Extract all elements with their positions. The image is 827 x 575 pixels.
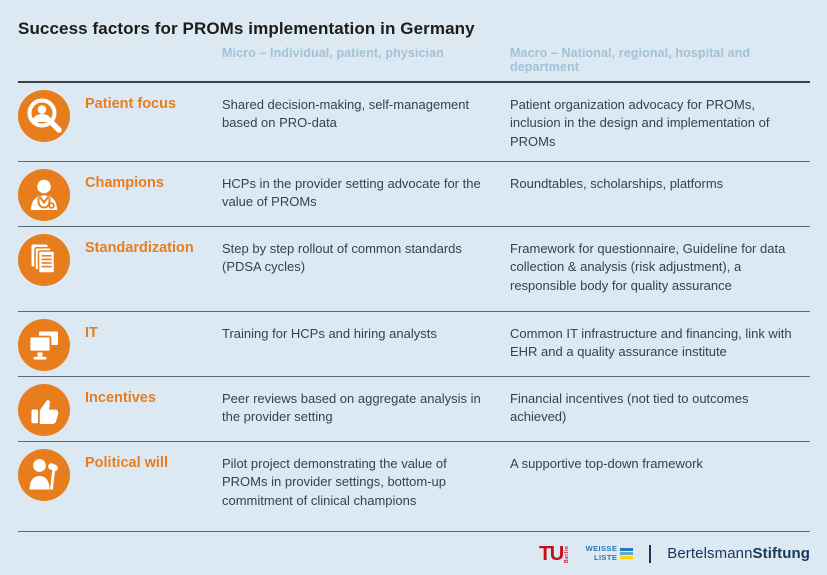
row-macro-text: Framework for questionnaire, Guideline for data collection & analysis (risk adjustment), a responsible body for quality assurance [510,241,786,293]
weisse-liste-logo [586,545,634,562]
row-micro-text: Shared decision-making, self-management based on PRO-data [222,97,470,131]
row-label: Champions [85,175,164,191]
column-header-macro: Macro – National, regional, hospital and department [510,46,751,74]
row-label: Incentives [85,390,156,406]
row-macro-text: Patient organization advocacy for PROMs, inclusion in the design and implementation of PROMs [510,97,770,149]
thumbs-up-icon [18,384,70,436]
row-label: Patient focus [85,96,177,112]
row-micro-text: Step by step rollout of common standards (PDSA cycles) [222,241,462,275]
logo-separator [649,545,651,563]
row-label: Standardization [85,240,194,256]
table-row-standardization [18,227,810,312]
row-macro-text: Financial incentives (not tied to outcomes achieved) [510,391,749,425]
row-macro-text: Roundtables, scholarships, platforms [510,176,724,191]
row-micro-text: Training for HCPs and hiring analysts [222,326,437,341]
speaker-with-microphone-icon [18,449,70,501]
table-row-political-will [18,442,810,532]
row-label: Political will [85,455,168,471]
table-row-it [18,312,810,377]
page-title: Success factors for PROMs implementation in Germany [18,19,475,38]
row-micro-text: HCPs in the provider setting advocate for the value of PROMs [222,176,481,210]
table-row-champions [18,162,810,227]
tu-berlin-logo [538,542,570,565]
row-micro-text: Peer reviews based on aggregate analysis in the provider setting [222,391,481,425]
column-headers [18,46,810,81]
row-label: IT [85,325,98,341]
stacked-documents-icon [18,234,70,286]
tu-logo-subtext: Berlin [563,545,570,563]
tu-logo-text: TU [538,542,563,565]
footer-logos [0,532,827,575]
weisse-liste-bars [620,548,633,559]
magnifier-person-icon [18,90,70,142]
row-macro-text: A supportive top-down framework [510,456,703,471]
bertelsmann-text: Bertelsmann [667,545,753,562]
weisse-liste-line2: LISTE [593,552,618,562]
bertelsmann-stiftung-logo [667,545,810,562]
weisse-liste-text [586,545,618,562]
header [18,0,810,83]
column-header-micro: Micro – Individual, patient, physician [222,46,444,60]
weisse-liste-line1: WEISSE [585,543,618,553]
row-macro-text: Common IT infrastructure and financing, link with EHR and a quality assurance institute [510,326,792,360]
stiftung-text: Stiftung [752,545,810,562]
table-row-patient-focus [18,83,810,162]
computer-monitors-icon [18,319,70,371]
table-row-incentives [18,377,810,442]
row-micro-text: Pilot project demonstrating the value of PROMs in provider settings, bottom-up commitment of clinical champions [222,456,447,508]
doctor-icon [18,169,70,221]
